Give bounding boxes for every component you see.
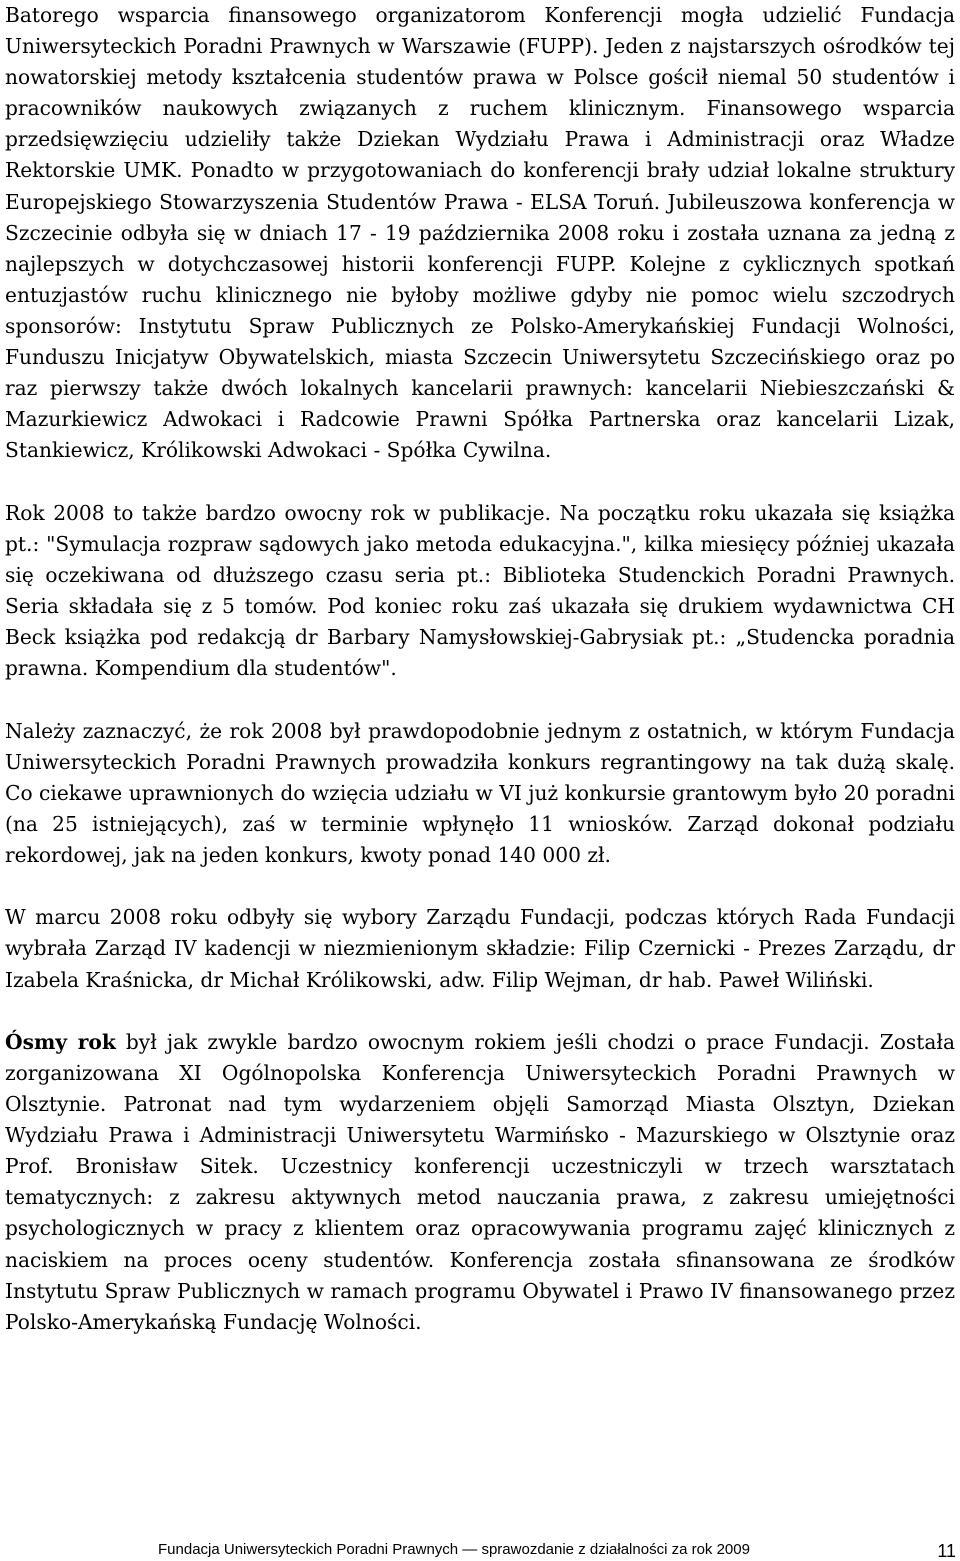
paragraph-spacer — [5, 871, 955, 902]
page-footer: Fundacja Uniwersyteckich Poradni Prawnych — sprawozdanie z działalności za rok 2009 — [158, 1541, 750, 1558]
paragraph-lead-bold: Ósmy rok — [5, 1029, 116, 1054]
paragraph-konferencja-szczecin: Batorego wsparcia finansowego organizatorom Konferencji mogła udzielić Fundacja Uniwersyteckich Poradni Prawnych w Warszawie (FUPP). Jeden z najstarszych ośrodków tej nowatorskiej metody kształcenia studentów prawa w Polsce gościł niemal 50 studentów i pracowników naukowych związanych z ruchem klinicznym. Finansowego wsparcia przedsięwzięciu udzieliły także Dziekan Wydziału Prawa i Administracji oraz Władze Rektorskie UMK. Ponadto w przygotowaniach do konferencji brały udział lokalne struktury Europejskiego Stowarzyszenia Studentów Prawa - ELSA Toruń. Jubileuszowa konferencja w Szczecinie odbyła się w dniach 17 - 19 października 2008 roku i została uznana za jedną z najlepszych w dotychczasowej historii konferencji FUPP. Kolejne z cyklicznych spotkań entuzjastów ruchu klinicznego nie byłoby możliwe gdyby nie pomoc wielu szczodrych sponsorów: Instytutu Spraw Publicznych ze Polsko-Amerykańskiej Fundacji Wolności, Funduszu Inicjatyw Obywatelskich, miasta Szczecin Uniwersytetu Szczecińskiego oraz po raz pierwszy także dwóch lokalnych kancelarii prawnych: kancelarii Niebieszczański & Mazurkiewicz Adwokaci i Radcowie Prawni Spółka Partnerska oraz kancelarii Lizak, Stankiewicz, Królikowski Adwokaci - Spółka Cywilna. — [5, 3, 955, 463]
paragraph-spacer — [5, 996, 955, 1027]
paragraph-osmy-rok — [5, 1027, 955, 1338]
document-body — [5, 0, 955, 1338]
paragraph-spacer — [5, 466, 955, 497]
paragraph-publikacje: Rok 2008 to także bardzo owocny rok w publikacje. Na początku roku ukazała się książka pt.: "Symulacja rozpraw sądowych jako metoda edukacyjna.", kilka miesięcy później ukazała się oczekiwana od dłuższego czasu seria pt.: Biblioteka Studenckich Poradni Prawnych. Seria składała się z 5 tomów. Pod koniec roku zaś ukazała się drukiem wydawnictwa CH Beck książka pod redakcją dr Barbary Namysłowskiej-Gabrysiak pt.: „Studencka poradnia prawna. Kompendium dla studentów". — [5, 500, 955, 681]
paragraph-body: był jak zwykle bardzo owocnym rokiem jeśli chodzi o prace Fundacji. Została zorganizowana XI Ogólnopolska Konferencja Uniwersyteckich Poradni Prawnych w Olsztynie. Patronat nad tym wydarzeniem objęli Samorząd Miasta Olsztyn, Dziekan Wydziału Prawa i Administracji Uniwersytetu Warmińsko - Mazurskiego w Olsztynie oraz Prof. Bronisław Sitek. Uczestnicy konferencji uczestniczyli w trzech warsztatach tematycznych: z zakresu aktywnych metod nauczania prawa, z zakresu umiejętności psychologicznych w pracy z klientem oraz opracowywania programu zajęć klinicznych z naciskiem na proces oceny studentów. Konferencja została sfinansowana ze środków Instytutu Spraw Publicznych w ramach programu Obywatel i Prawo IV finansowanego przez Polsko-Amerykańską Fundację Wolności. — [5, 1029, 955, 1334]
page-number: 11 — [937, 1541, 956, 1561]
paragraph-spacer — [5, 684, 955, 715]
paragraph-wybory-zarzadu: W marcu 2008 roku odbyły się wybory Zarządu Fundacji, podczas których Rada Fundacji wybrała Zarząd IV kadencji w niezmienionym składzie: Filip Czernicki - Prezes Zarządu, dr Izabela Kraśnicka, dr Michał Królikowski, adw. Filip Wejman, dr hab. Paweł Wiliński. — [5, 905, 955, 992]
paragraph-konkurs-grantowy: Należy zaznaczyć, że rok 2008 był prawdopodobnie jednym z ostatnich, w którym Fundacja Uniwersyteckich Poradni Prawnych prowadziła konkurs regrantingowy na tak dużą skalę. Co ciekawe uprawnionych do wzięcia udziału w VI już konkursie grantowym było 20 poradni (na 25 istniejących), zaś w terminie wpłynęło 11 wniosków. Zarząd dokonał podziału rekordowej, jak na jeden konkurs, kwoty ponad 140 000 zł. — [5, 718, 955, 867]
